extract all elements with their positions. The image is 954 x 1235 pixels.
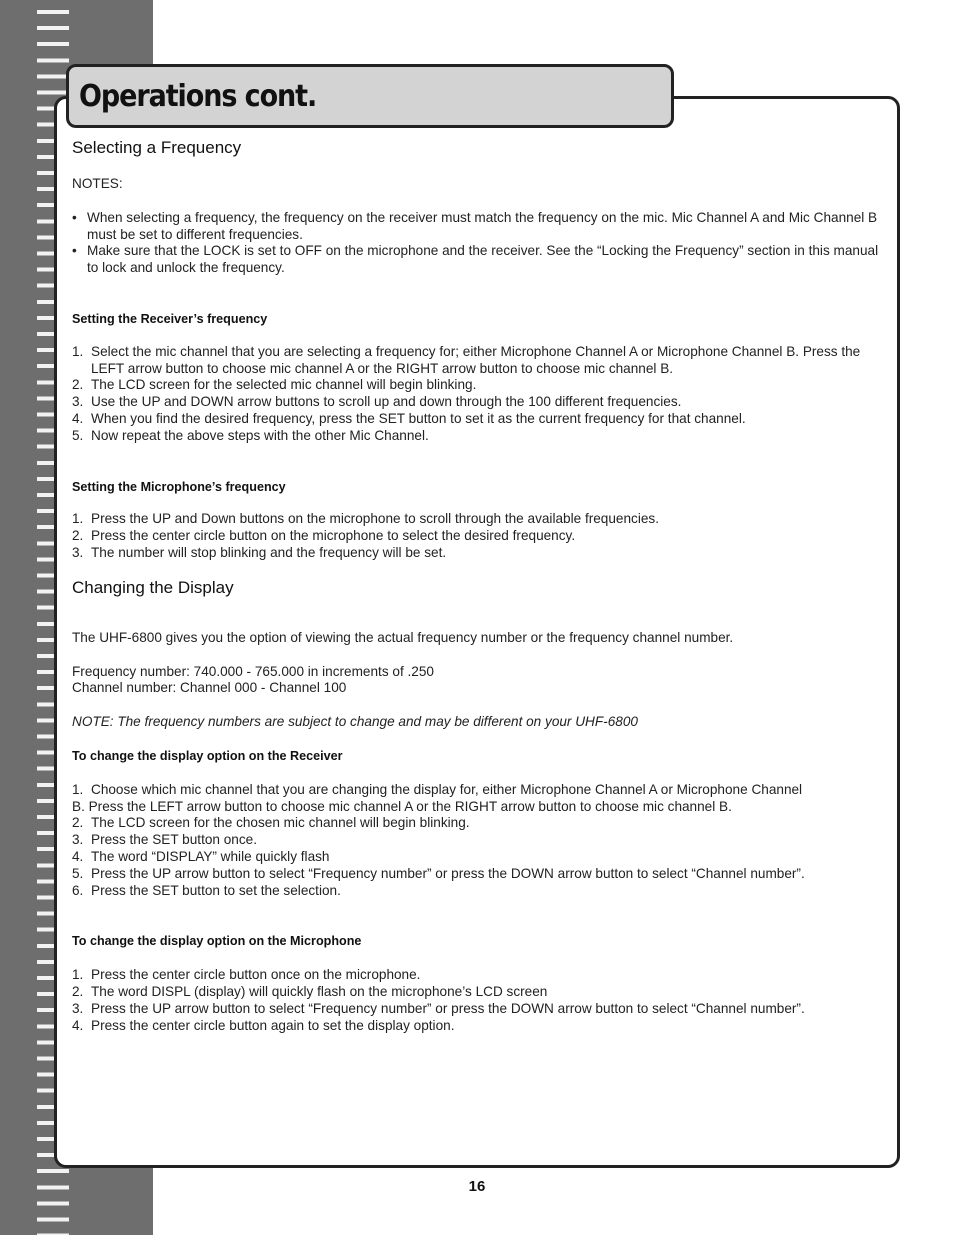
list-item: • When selecting a frequency, the frequency on the receiver must match the frequency on the mic. Mic Channel A and Mic Channel B must be set to different frequencies. bbox=[72, 209, 878, 242]
heading-receiver-frequency: Setting the Receiver’s frequency bbox=[72, 311, 268, 326]
heading-display-microphone: To change the display option on the Microphone bbox=[72, 934, 362, 949]
microphone-frequency-steps bbox=[72, 511, 887, 561]
list-item: 2. Press the center circle button on the microphone to select the desired frequency. bbox=[72, 528, 576, 544]
list-item: 4. The word “DISPLAY” while quickly flash bbox=[72, 848, 330, 864]
notes-label: NOTES: bbox=[72, 176, 123, 191]
list-item: 2. The LCD screen for the selected mic channel will begin blinking. bbox=[72, 377, 477, 393]
list-item: 4. When you find the desired frequency, press the SET button to set it as the current frequency for that channel. bbox=[72, 410, 746, 426]
bullet-marker: • bbox=[72, 209, 77, 225]
heading-changing-display: Changing the Display bbox=[72, 577, 234, 597]
list-item: 2. The LCD screen for the chosen mic channel will begin blinking. bbox=[72, 815, 470, 831]
list-item: • Make sure that the LOCK is set to OFF on the microphone and the receiver. See the “Locking the Frequency” section in this manual to lock and unlock the frequency. bbox=[72, 243, 879, 276]
list-item: 1. Choose which mic channel that you are changing the display for, either Microphone Channel A or Microphone Channel bbox=[72, 781, 803, 797]
page-number: 16 bbox=[468, 1178, 486, 1195]
list-item: 1. Press the UP and Down buttons on the microphone to scroll through the available frequencies. bbox=[72, 511, 660, 527]
list-item-continuation: B. Press the LEFT arrow button to choose mic channel A or the RIGHT arrow button to choose mic channel B. bbox=[72, 798, 732, 814]
display-microphone-steps bbox=[72, 967, 887, 1034]
bullet-marker: • bbox=[72, 243, 77, 259]
notes-list bbox=[72, 210, 887, 277]
frequency-note: NOTE: The frequency numbers are subject to change and may be different on your UHF-6800 bbox=[72, 714, 638, 730]
list-item: 4. Press the center circle button again to set the display option. bbox=[72, 1017, 455, 1033]
frequency-number-line: Frequency number: 740.000 - 765.000 in increments of .250 bbox=[72, 663, 434, 679]
list-item: 5. Now repeat the above steps with the other Mic Channel. bbox=[72, 427, 429, 443]
list-item: 3. The number will stop blinking and the frequency will be set. bbox=[72, 544, 447, 560]
list-item: 1. Press the center circle button once on the microphone. bbox=[72, 967, 421, 983]
heading-microphone-frequency: Setting the Microphone’s frequency bbox=[72, 479, 286, 494]
list-item: 2. The word DISPL (display) will quickly flash on the microphone’s LCD screen bbox=[72, 983, 548, 999]
page-content bbox=[72, 136, 887, 1034]
display-receiver-steps bbox=[72, 782, 887, 900]
title-tab bbox=[66, 64, 674, 128]
list-item: 3. Press the UP arrow button to select “Frequency number” or press the DOWN arrow button to select “Channel number”. bbox=[72, 1000, 805, 1016]
heading-selecting-frequency: Selecting a Frequency bbox=[72, 138, 242, 157]
receiver-frequency-steps bbox=[72, 344, 887, 445]
list-item: 1. Select the mic channel that you are selecting a frequency for; either Microphone Channel A or Microphone Channel B. Press the LEFT arrow button to choose mic channel A or the RIGHT arrow button to choose mic channel B. bbox=[72, 343, 861, 376]
heading-display-receiver: To change the display option on the Receiver bbox=[72, 748, 343, 763]
list-item: 6. Press the SET button to set the selection. bbox=[72, 882, 341, 898]
channel-number-line: Channel number: Channel 000 - Channel 100 bbox=[72, 680, 347, 696]
list-item: 3. Press the SET button once. bbox=[72, 832, 257, 848]
list-item: 5. Press the UP arrow button to select “Frequency number” or press the DOWN arrow button to select “Channel number”. bbox=[72, 865, 805, 881]
page-title: Operations cont. bbox=[79, 79, 317, 114]
list-item: 3. Use the UP and DOWN arrow buttons to scroll up and down through the 100 different frequencies. bbox=[72, 394, 682, 410]
display-intro: The UHF-6800 gives you the option of viewing the actual frequency number or the frequency channel number. bbox=[72, 629, 734, 645]
